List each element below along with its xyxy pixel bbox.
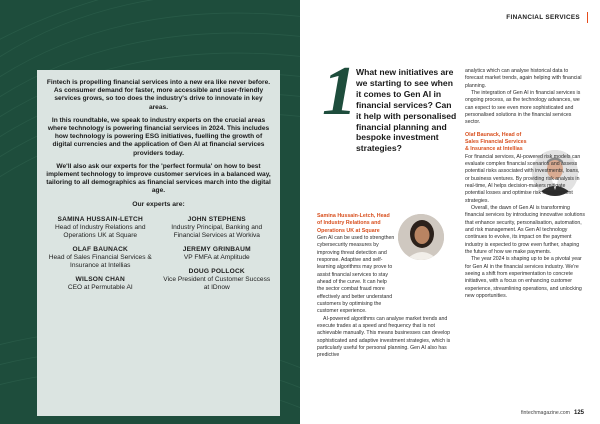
byline-samina: Samina Hussain-Letch, Head of Industry Relations and Operations UK at Square bbox=[317, 213, 390, 234]
body-paragraph: For financial services, AI-powered risk models can evaluate complex financial scenarios and assess potential risks associated with investments, loans, or business ventures. By providing risk analysis in real-time, AI helps decision-makers mitigate potential losses and optimise risk management strategies. bbox=[465, 153, 581, 204]
expert-name: JOHN STEPHENS bbox=[187, 215, 246, 223]
expert-role: Industry Principal, Banking and Financial Services at Workiva bbox=[171, 223, 263, 239]
expert-name: JEREMY GRINBAUM bbox=[182, 245, 251, 253]
intro-box bbox=[37, 70, 280, 416]
intro-paragraph-3: We'll also ask our experts for the 'perfect formula' on how to best implement technology to improve customer services in a balanced way, tailoring to all demographics as financial services march into the digital age. bbox=[46, 162, 271, 195]
expert-role: Head of Industry Relations and Operations UK at Square bbox=[54, 223, 146, 239]
body-paragraph: The integration of Gen AI in financial services is ongoing process, as the technology advances, we can expect to see even more sophisticated and personalised solutions in the financial services sector. bbox=[465, 90, 581, 126]
byline-olaf: Olaf Baunack, Head of Sales Financial Services & Insurance at Intellias bbox=[465, 131, 527, 153]
expert-role: Head of Sales Financial Services & Insurance at Intellias bbox=[48, 253, 152, 269]
expert-entry bbox=[162, 216, 273, 240]
column-1 bbox=[317, 213, 460, 360]
footer-site: fintechmagazine.com bbox=[520, 410, 570, 416]
expert-role: Vice President of Customer Success at IDnow bbox=[163, 275, 271, 291]
expert-name: WILSON CHAN bbox=[75, 275, 125, 283]
intro-paragraph-1: Fintech is propelling financial services into a new era like never before. As consumer demand for faster, more accessible and user-friendly services grows, so too does the industry's drive to innovate in key areas. bbox=[46, 79, 271, 111]
experts-list bbox=[45, 216, 272, 298]
intro-paragraph-2: In this roundtable, we speak to industry experts on the crucial areas where technology is powering financial services in 2024. This includes how technology is powering ESG initiatives, fuelling the growth of digital currencies and the application of Gen AI at financial services providers today. bbox=[47, 116, 270, 157]
section-accent-bar bbox=[587, 12, 589, 23]
expert-entry bbox=[45, 216, 156, 240]
expert-name: DOUG POLLOCK bbox=[188, 267, 245, 275]
expert-entry bbox=[162, 268, 273, 292]
body-paragraph: The year 2024 is shaping up to be a pivotal year for Gen AI in the financial services industry. We're seeing a shift from experimentation to concrete initiatives, with a focus on enhancing customer experience, streamlining operations, and unlocking new opportunities. bbox=[465, 256, 582, 300]
experts-column-right bbox=[162, 216, 273, 298]
body-paragraph: AI-powered algorithms can analyse market trends and execute trades at a speed and frequency that is not achievable manually. This means businesses can develop sophisticated and adaptive investment strategies, which is particularly useful for personal planning. Gen AI also has predictive bbox=[317, 315, 451, 359]
expert-role: CEO at Permutable AI bbox=[67, 283, 133, 291]
body-paragraph: Overall, the dawn of Gen AI is transforming financial services by introducing innovative solutions that enhance security, personalisation, automation, and risk management. As Gen AI technology continues to evolve, its impact on the payment industry is expected to grow even further, shaping the future of how we make payments. bbox=[465, 205, 585, 256]
question-heading: What new initiatives are we starting to see when it comes to Gen AI in financial services? Can it help with personalised financial planning and bespoke investment strategies? bbox=[356, 67, 457, 154]
expert-entry bbox=[45, 276, 156, 292]
expert-name: OLAF BAUNACK bbox=[72, 245, 128, 253]
expert-name: SAMINA HUSSAIN-LETCH bbox=[57, 215, 143, 223]
right-page bbox=[300, 0, 600, 424]
expert-role: VP FMFA at Amplitude bbox=[183, 253, 250, 261]
question-number: 1 bbox=[322, 53, 357, 130]
body-paragraph: Gen AI can be used to strengthen cybersecurity measures by improving threat detection and response. Adaptive and self-learning algorithms may prove to assist financial services to stay ahead of the curve. It can help the sector combat fraud more effectively and better understand customers by optimising the customer experience. bbox=[317, 234, 395, 315]
experts-column-left bbox=[45, 216, 156, 298]
experts-title: Our experts are: bbox=[132, 200, 185, 208]
expert-entry bbox=[45, 246, 156, 270]
column-2 bbox=[465, 68, 585, 301]
section-label: FINANCIAL SERVICES bbox=[506, 14, 580, 21]
expert-entry bbox=[162, 246, 273, 262]
page-footer bbox=[521, 410, 584, 416]
body-paragraph: analytics which can analyse historical data to forecast market trends, again helping with financial planning. bbox=[465, 68, 582, 89]
page-number: 125 bbox=[573, 410, 584, 416]
